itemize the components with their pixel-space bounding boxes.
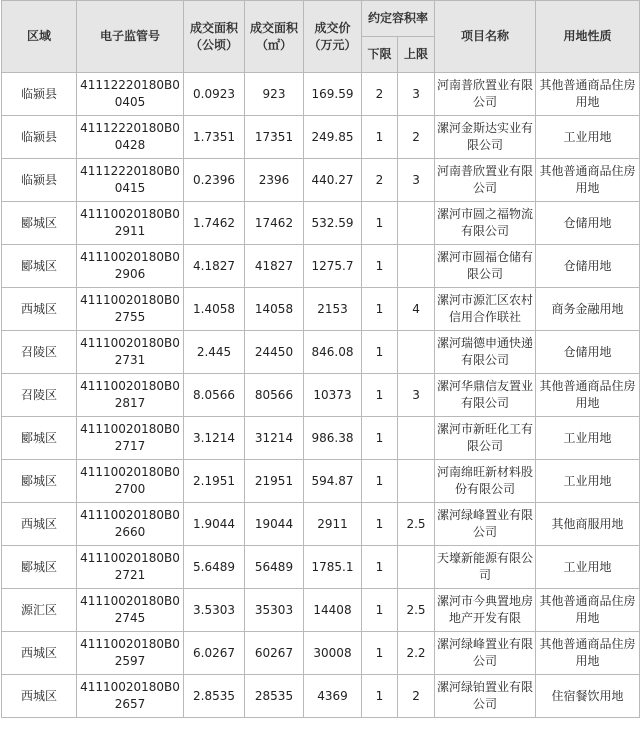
table-row xyxy=(2,116,640,159)
cell-region: 郾城区 xyxy=(2,245,77,288)
cell-land-use: 仓储用地 xyxy=(536,202,640,245)
cell-area-square-meters: 31214 xyxy=(245,417,304,460)
cell-land-use: 其他普通商品住房用地 xyxy=(536,632,640,675)
cell-price: 2911 xyxy=(304,503,362,546)
cell-land-use: 工业用地 xyxy=(536,116,640,159)
cell-far-lower: 1 xyxy=(362,546,398,589)
cell-project-name: 河南普欣置业有限公司 xyxy=(435,73,536,116)
table-row xyxy=(2,632,640,675)
cell-supervision-code: 41110020180B02717 xyxy=(77,417,184,460)
cell-far-upper: 2.2 xyxy=(398,632,435,675)
table-header xyxy=(2,1,640,73)
cell-area-hectares: 0.0923 xyxy=(184,73,245,116)
cell-far-upper: 2 xyxy=(398,116,435,159)
cell-supervision-code: 41112220180B00405 xyxy=(77,73,184,116)
cell-land-use: 其他普通商品住房用地 xyxy=(536,374,640,417)
cell-far-lower: 1 xyxy=(362,288,398,331)
cell-area-hectares: 2.1951 xyxy=(184,460,245,503)
cell-region: 郾城区 xyxy=(2,202,77,245)
cell-area-square-meters: 80566 xyxy=(245,374,304,417)
cell-price: 249.85 xyxy=(304,116,362,159)
cell-area-hectares: 3.1214 xyxy=(184,417,245,460)
cell-supervision-code: 41110020180B02731 xyxy=(77,331,184,374)
cell-region: 临颍县 xyxy=(2,116,77,159)
table-row xyxy=(2,546,640,589)
cell-far-upper xyxy=(398,331,435,374)
cell-supervision-code: 41110020180B02597 xyxy=(77,632,184,675)
cell-far-upper: 3 xyxy=(398,73,435,116)
cell-far-lower: 2 xyxy=(362,159,398,202)
cell-supervision-code: 41110020180B02657 xyxy=(77,675,184,718)
cell-far-lower: 1 xyxy=(362,245,398,288)
cell-project-name: 漯河绿铂置业有限公司 xyxy=(435,675,536,718)
table-body xyxy=(2,73,640,718)
cell-area-hectares: 1.4058 xyxy=(184,288,245,331)
cell-area-square-meters: 35303 xyxy=(245,589,304,632)
table-row xyxy=(2,331,640,374)
cell-supervision-code: 41110020180B02700 xyxy=(77,460,184,503)
cell-area-hectares: 3.5303 xyxy=(184,589,245,632)
cell-project-name: 漯河市今典置地房地产开发有限 xyxy=(435,589,536,632)
cell-far-upper: 2 xyxy=(398,675,435,718)
cell-land-use: 其他普通商品住房用地 xyxy=(536,73,640,116)
header-code: 电子监管号 xyxy=(77,1,184,73)
cell-far-upper: 3 xyxy=(398,159,435,202)
cell-supervision-code: 41110020180B02721 xyxy=(77,546,184,589)
cell-land-use: 其他普通商品住房用地 xyxy=(536,589,640,632)
cell-far-lower: 2 xyxy=(362,73,398,116)
cell-region: 西城区 xyxy=(2,288,77,331)
table-row xyxy=(2,460,640,503)
cell-area-square-meters: 60267 xyxy=(245,632,304,675)
cell-project-name: 漯河市新旺化工有限公司 xyxy=(435,417,536,460)
cell-price: 14408 xyxy=(304,589,362,632)
cell-area-hectares: 1.7351 xyxy=(184,116,245,159)
cell-land-use: 商务金融用地 xyxy=(536,288,640,331)
header-region: 区域 xyxy=(2,1,77,73)
cell-price: 1785.1 xyxy=(304,546,362,589)
cell-supervision-code: 41110020180B02911 xyxy=(77,202,184,245)
cell-area-square-meters: 923 xyxy=(245,73,304,116)
cell-supervision-code: 41110020180B02755 xyxy=(77,288,184,331)
table-row xyxy=(2,288,640,331)
cell-area-hectares: 1.9044 xyxy=(184,503,245,546)
cell-price: 986.38 xyxy=(304,417,362,460)
header-price: 成交价（万元） xyxy=(304,1,362,73)
land-transaction-table xyxy=(1,0,640,718)
cell-region: 西城区 xyxy=(2,675,77,718)
header-far: 约定容积率 xyxy=(362,1,435,37)
cell-far-lower: 1 xyxy=(362,331,398,374)
cell-price: 169.59 xyxy=(304,73,362,116)
cell-land-use: 其他普通商品住房用地 xyxy=(536,159,640,202)
cell-far-upper: 4 xyxy=(398,288,435,331)
cell-price: 2153 xyxy=(304,288,362,331)
cell-area-square-meters: 17462 xyxy=(245,202,304,245)
cell-area-hectares: 1.7462 xyxy=(184,202,245,245)
table-row xyxy=(2,73,640,116)
cell-region: 西城区 xyxy=(2,503,77,546)
cell-project-name: 漯河瑞德申通快递有限公司 xyxy=(435,331,536,374)
cell-far-upper xyxy=(398,202,435,245)
cell-area-hectares: 2.445 xyxy=(184,331,245,374)
cell-far-upper: 2.5 xyxy=(398,589,435,632)
table-row xyxy=(2,589,640,632)
cell-region: 郾城区 xyxy=(2,417,77,460)
cell-area-square-meters: 24450 xyxy=(245,331,304,374)
cell-region: 郾城区 xyxy=(2,460,77,503)
cell-project-name: 漯河金斯达实业有限公司 xyxy=(435,116,536,159)
cell-price: 1275.7 xyxy=(304,245,362,288)
cell-area-hectares: 8.0566 xyxy=(184,374,245,417)
cell-project-name: 漯河绿峰置业有限公司 xyxy=(435,632,536,675)
cell-land-use: 仓储用地 xyxy=(536,245,640,288)
cell-far-lower: 1 xyxy=(362,632,398,675)
cell-region: 西城区 xyxy=(2,632,77,675)
cell-project-name: 河南普欣置业有限公司 xyxy=(435,159,536,202)
header-far-low: 下限 xyxy=(362,37,398,73)
cell-far-lower: 1 xyxy=(362,460,398,503)
cell-area-square-meters: 17351 xyxy=(245,116,304,159)
cell-price: 4369 xyxy=(304,675,362,718)
cell-far-lower: 1 xyxy=(362,589,398,632)
cell-area-square-meters: 21951 xyxy=(245,460,304,503)
cell-far-lower: 1 xyxy=(362,374,398,417)
cell-region: 召陵区 xyxy=(2,331,77,374)
table-row xyxy=(2,159,640,202)
cell-area-hectares: 5.6489 xyxy=(184,546,245,589)
table-row xyxy=(2,503,640,546)
cell-area-hectares: 0.2396 xyxy=(184,159,245,202)
cell-area-square-meters: 2396 xyxy=(245,159,304,202)
cell-land-use: 工业用地 xyxy=(536,546,640,589)
cell-far-upper: 3 xyxy=(398,374,435,417)
cell-far-upper xyxy=(398,546,435,589)
cell-far-upper xyxy=(398,245,435,288)
cell-far-lower: 1 xyxy=(362,503,398,546)
cell-area-square-meters: 28535 xyxy=(245,675,304,718)
cell-supervision-code: 41110020180B02660 xyxy=(77,503,184,546)
cell-supervision-code: 41110020180B02906 xyxy=(77,245,184,288)
cell-project-name: 漯河绿峰置业有限公司 xyxy=(435,503,536,546)
table-row xyxy=(2,417,640,460)
cell-area-hectares: 2.8535 xyxy=(184,675,245,718)
cell-project-name: 漯河市圆福仓储有限公司 xyxy=(435,245,536,288)
cell-area-square-meters: 56489 xyxy=(245,546,304,589)
cell-land-use: 工业用地 xyxy=(536,417,640,460)
cell-land-use: 仓储用地 xyxy=(536,331,640,374)
cell-price: 532.59 xyxy=(304,202,362,245)
table-row xyxy=(2,202,640,245)
table-row xyxy=(2,374,640,417)
cell-project-name: 河南绵旺新材料股份有限公司 xyxy=(435,460,536,503)
cell-price: 440.27 xyxy=(304,159,362,202)
header-project: 项目名称 xyxy=(435,1,536,73)
cell-region: 临颍县 xyxy=(2,73,77,116)
cell-project-name: 漯河市圆之福物流有限公司 xyxy=(435,202,536,245)
cell-project-name: 天壕新能源有限公司 xyxy=(435,546,536,589)
cell-far-lower: 1 xyxy=(362,202,398,245)
cell-supervision-code: 41110020180B02745 xyxy=(77,589,184,632)
cell-area-hectares: 6.0267 xyxy=(184,632,245,675)
header-far-high: 上限 xyxy=(398,37,435,73)
cell-supervision-code: 41112220180B00428 xyxy=(77,116,184,159)
cell-region: 郾城区 xyxy=(2,546,77,589)
table-row xyxy=(2,675,640,718)
header-area-m2: 成交面积（㎡） xyxy=(245,1,304,73)
header-area-ha: 成交面积（公顷） xyxy=(184,1,245,73)
cell-far-lower: 1 xyxy=(362,675,398,718)
cell-far-lower: 1 xyxy=(362,116,398,159)
cell-price: 594.87 xyxy=(304,460,362,503)
cell-far-upper xyxy=(398,460,435,503)
cell-far-upper xyxy=(398,417,435,460)
cell-far-upper: 2.5 xyxy=(398,503,435,546)
cell-region: 源汇区 xyxy=(2,589,77,632)
cell-land-use: 其他商服用地 xyxy=(536,503,640,546)
cell-land-use: 工业用地 xyxy=(536,460,640,503)
cell-price: 846.08 xyxy=(304,331,362,374)
header-use: 用地性质 xyxy=(536,1,640,73)
cell-supervision-code: 41112220180B00415 xyxy=(77,159,184,202)
cell-area-hectares: 4.1827 xyxy=(184,245,245,288)
table-row xyxy=(2,245,640,288)
cell-area-square-meters: 41827 xyxy=(245,245,304,288)
cell-area-square-meters: 19044 xyxy=(245,503,304,546)
cell-price: 30008 xyxy=(304,632,362,675)
cell-project-name: 漯河华鼎信友置业有限公司 xyxy=(435,374,536,417)
cell-area-square-meters: 14058 xyxy=(245,288,304,331)
cell-far-lower: 1 xyxy=(362,417,398,460)
cell-region: 临颍县 xyxy=(2,159,77,202)
cell-supervision-code: 41110020180B02817 xyxy=(77,374,184,417)
cell-region: 召陵区 xyxy=(2,374,77,417)
cell-land-use: 住宿餐饮用地 xyxy=(536,675,640,718)
cell-price: 10373 xyxy=(304,374,362,417)
cell-project-name: 漯河市源汇区农村信用合作联社 xyxy=(435,288,536,331)
